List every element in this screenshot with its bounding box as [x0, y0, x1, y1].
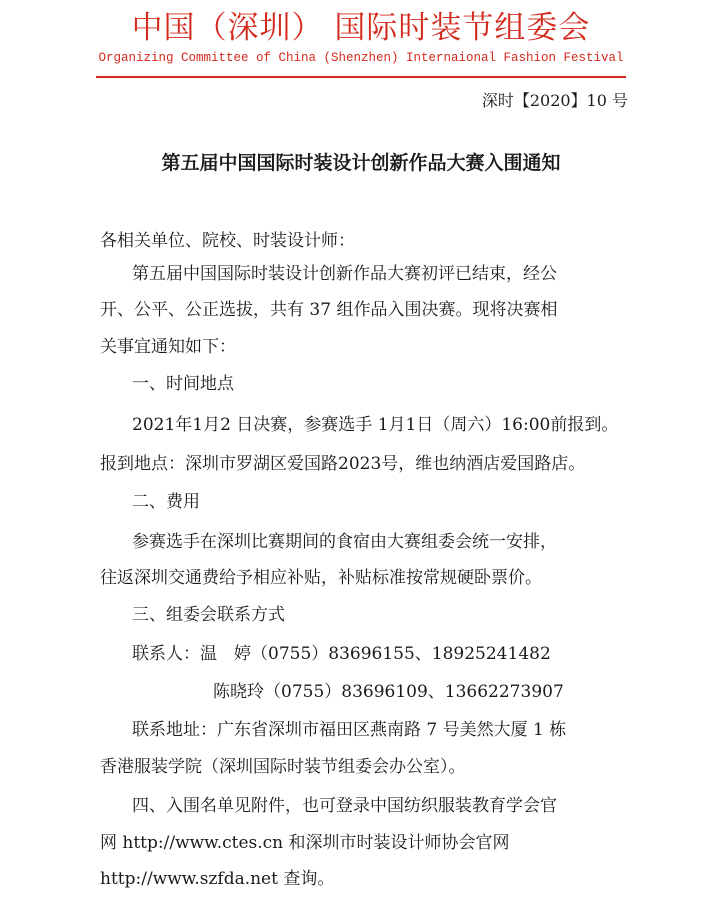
section1-line-2: 报到地点：深圳市罗湖区爱国路2023号，维也纳酒店爱国路店。: [100, 454, 586, 474]
intro-line-2: 开、公平、公正选拔，共有 37 组作品入围决赛。现将决赛相: [100, 300, 558, 320]
section4-line-1: 四、入围名单见附件，也可登录中国纺织服装教育学会官: [132, 796, 557, 816]
section4-line-3: http://www.szfda.net 查询。: [100, 869, 335, 889]
letterhead-chinese: 中国（深圳） 国际时装节组委会: [131, 10, 591, 46]
section1-heading: 一、时间地点: [132, 374, 234, 394]
document-title: 第五届中国国际时装设计创新作品大赛入围通知: [161, 152, 561, 174]
salutation: 各相关单位、院校、时装设计师：: [100, 231, 355, 251]
address-line-2: 香港服装学院（深圳国际时装节组委会办公室）。: [100, 757, 466, 777]
address-line-1: 联系地址：广东省深圳市福田区燕南路 7 号美然大厦 1 栋: [132, 720, 567, 740]
section2-line-2: 往返深圳交通费给予相应补贴，补贴标准按常规硬卧票价。: [100, 568, 542, 588]
section4-line-2: 网 http://www.ctes.cn 和深圳市时装设计师协会官网: [100, 833, 510, 853]
contact-line-2: 陈晓玲（0755）83696109、13662273907: [213, 682, 564, 702]
intro-line-3: 关事宜通知如下：: [100, 337, 236, 357]
contact-line-1: 联系人：温 婷（0755）83696155、18925241482: [132, 644, 551, 664]
document-number: 深时【2020】10 号: [481, 91, 628, 110]
section2-line-1: 参赛选手在深圳比赛期间的食宿由大赛组委会统一安排，: [132, 532, 557, 552]
section1-line-1: 2021年1月2 日决赛，参赛选手 1月1日（周六）16:00前报到。: [132, 415, 619, 435]
section2-heading: 二、费用: [132, 492, 200, 512]
section3-heading: 三、组委会联系方式: [132, 605, 285, 625]
letterhead-english: Organizing Committee of China (Shenzhen) Internaional Fashion Festival: [98, 51, 624, 65]
intro-line-1: 第五届中国国际时装设计创新作品大赛初评已结束，经公: [132, 264, 557, 284]
letterhead-divider: [96, 76, 626, 78]
